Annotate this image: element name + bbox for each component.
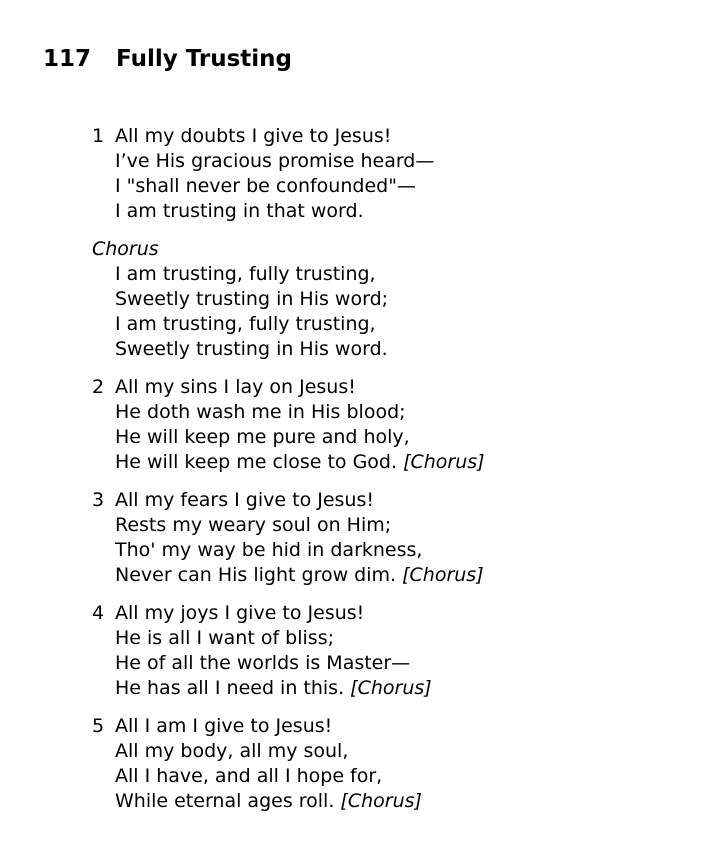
verse-line [92, 538, 484, 563]
verse-number: 3 [92, 489, 105, 511]
verse-line [92, 764, 422, 789]
verse-line-text: He will keep me pure and holy, [115, 426, 410, 448]
verse-line [92, 488, 484, 513]
verse-line [92, 199, 434, 224]
chorus-line-text: Sweetly trusting in His word; [115, 288, 389, 310]
verse-line-text: Tho' my way be hid in darkness, [115, 539, 423, 561]
hymn-number: 117 [43, 46, 92, 72]
chorus-line-text: I am trusting, fully trusting, [115, 263, 376, 285]
chorus-reference: [Chorus] [403, 451, 485, 473]
verse-line [92, 513, 484, 538]
verse-line-text: While eternal ages roll. [115, 790, 335, 812]
chorus-line [92, 337, 388, 362]
verse-line-text: All my joys I give to Jesus! [115, 602, 365, 624]
verse-line-text: All my sins I lay on Jesus! [115, 376, 356, 398]
verse-1 [92, 124, 434, 224]
verse-number: 5 [92, 715, 105, 737]
verse-line-text: Rests my weary soul on Him; [115, 514, 392, 536]
verse-line-text: He will keep me close to God. [115, 451, 398, 473]
hymn-title: Fully Trusting [116, 46, 292, 72]
verse-line [92, 714, 422, 739]
verse-line [92, 400, 485, 425]
verse-line-text: I’ve His gracious promise heard— [115, 150, 435, 172]
verse-line-text: All I am I give to Jesus! [115, 715, 333, 737]
chorus-line [92, 287, 388, 312]
verse-line [92, 676, 432, 701]
verse-4 [92, 601, 432, 701]
verse-line [92, 124, 434, 149]
verse-5 [92, 714, 422, 814]
verse-line-text: Never can His light grow dim. [115, 564, 397, 586]
verse-line-text: He of all the worlds is Master— [115, 652, 411, 674]
verse-line [92, 626, 432, 651]
verse-number: 4 [92, 602, 105, 624]
verse-3 [92, 488, 484, 588]
chorus-line-text: Sweetly trusting in His word. [115, 338, 388, 360]
chorus-reference: [Chorus] [402, 564, 484, 586]
chorus-line [92, 262, 388, 287]
chorus-line-text: I am trusting, fully trusting, [115, 313, 376, 335]
verse-line [92, 375, 485, 400]
chorus-line [92, 312, 388, 337]
verse-line [92, 450, 485, 475]
chorus [92, 237, 388, 362]
verse-line-text: I am trusting in that word. [115, 200, 364, 222]
verse-line-text: I "shall never be confounded"— [115, 175, 416, 197]
verse-line-text: He has all I need in this. [115, 677, 345, 699]
verse-line-text: All I have, and all I hope for, [115, 765, 383, 787]
verse-number: 1 [92, 125, 105, 147]
hymn-header [43, 44, 292, 74]
verse-line [92, 651, 432, 676]
verse-line-text: He is all I want of bliss; [115, 627, 335, 649]
verse-line [92, 563, 484, 588]
verse-number: 2 [92, 376, 105, 398]
verse-line [92, 789, 422, 814]
verse-line-text: He doth wash me in His blood; [115, 401, 406, 423]
verse-line [92, 425, 485, 450]
verse-2 [92, 375, 485, 475]
chorus-label: Chorus [92, 238, 159, 260]
verse-line-text: All my doubts I give to Jesus! [115, 125, 392, 147]
chorus-reference: [Chorus] [340, 790, 422, 812]
verse-line [92, 601, 432, 626]
chorus-reference: [Chorus] [350, 677, 432, 699]
verse-line [92, 149, 434, 174]
verse-line [92, 174, 434, 199]
verse-line-text: All my fears I give to Jesus! [115, 489, 374, 511]
verse-line [92, 739, 422, 764]
verse-line-text: All my body, all my soul, [115, 740, 349, 762]
